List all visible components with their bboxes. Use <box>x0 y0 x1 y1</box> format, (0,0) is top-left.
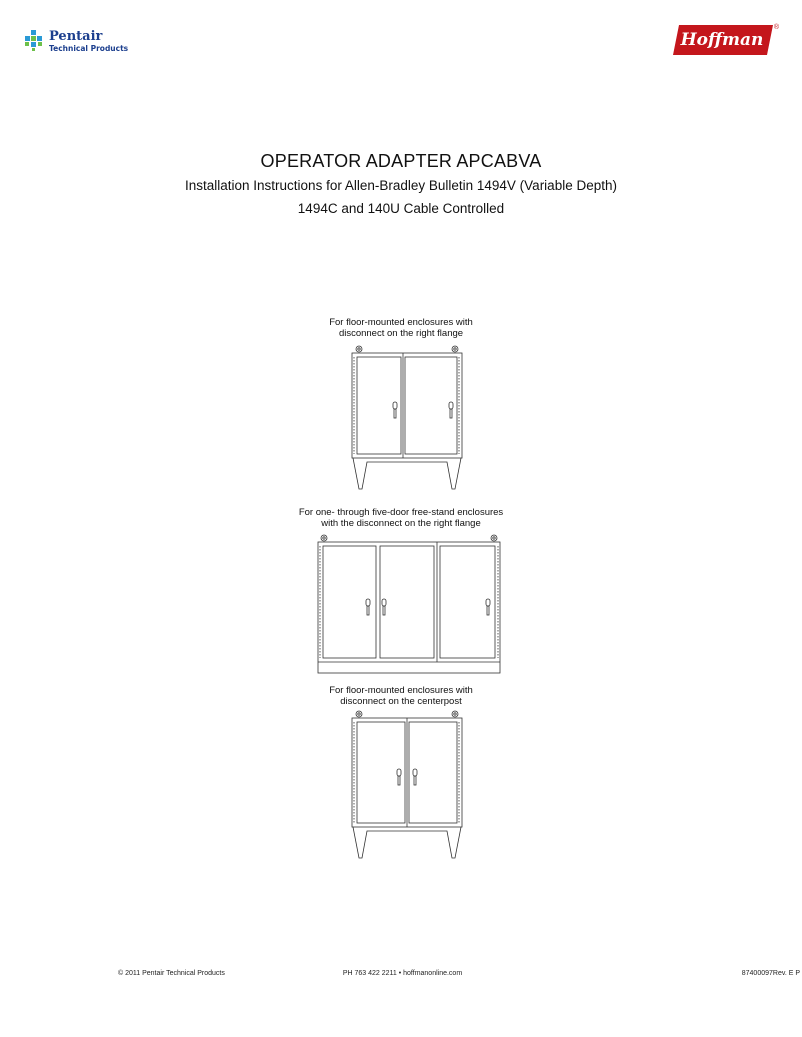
figure-1-caption-line2: disconnect on the right flange <box>338 328 464 339</box>
figure-1-enclosure-drawing <box>345 343 467 491</box>
footer-contact: PH 763 422 2211 • hoffmanonline.com <box>342 970 463 977</box>
hoffman-registered-mark: ® <box>773 24 779 31</box>
hoffman-logo <box>671 23 781 57</box>
pentair-logo-name: Pentair <box>49 29 103 44</box>
figure-3-caption-line1: For floor-mounted enclosures with <box>329 685 473 696</box>
hoffman-logo-name: Hoffman <box>680 30 764 50</box>
figure-3-caption <box>0 685 802 707</box>
footer-doc-number: 87400097Rev. E P <box>741 970 800 977</box>
document-subtitle-line1: Installation Instructions for Allen-Bradley Bulletin 1494V (Variable Depth) <box>185 178 617 193</box>
figure-3-enclosure-drawing <box>345 708 467 860</box>
figure-2-caption-line1: For one- through five-door free-stand enclosures <box>298 507 504 518</box>
pentair-logo <box>22 27 152 59</box>
figure-2-caption <box>0 507 802 529</box>
figure-1-caption-line1: For floor-mounted enclosures with <box>329 317 473 328</box>
figure-1-caption <box>0 317 802 339</box>
pentair-logo-subtitle: Technical Products <box>49 44 129 53</box>
document-title: OPERATOR ADAPTER APCABVA <box>260 151 542 171</box>
footer-copyright: © 2011 Pentair Technical Products <box>118 970 225 977</box>
pentair-diamond-icon <box>22 29 46 53</box>
document-subtitle-line2: 1494C and 140U Cable Controlled <box>297 201 505 216</box>
figure-3-caption-line2: disconnect on the centerpost <box>340 696 462 707</box>
figure-2-caption-line2: with the disconnect on the right flange <box>321 518 481 529</box>
figure-2-enclosure-drawing <box>314 533 504 675</box>
